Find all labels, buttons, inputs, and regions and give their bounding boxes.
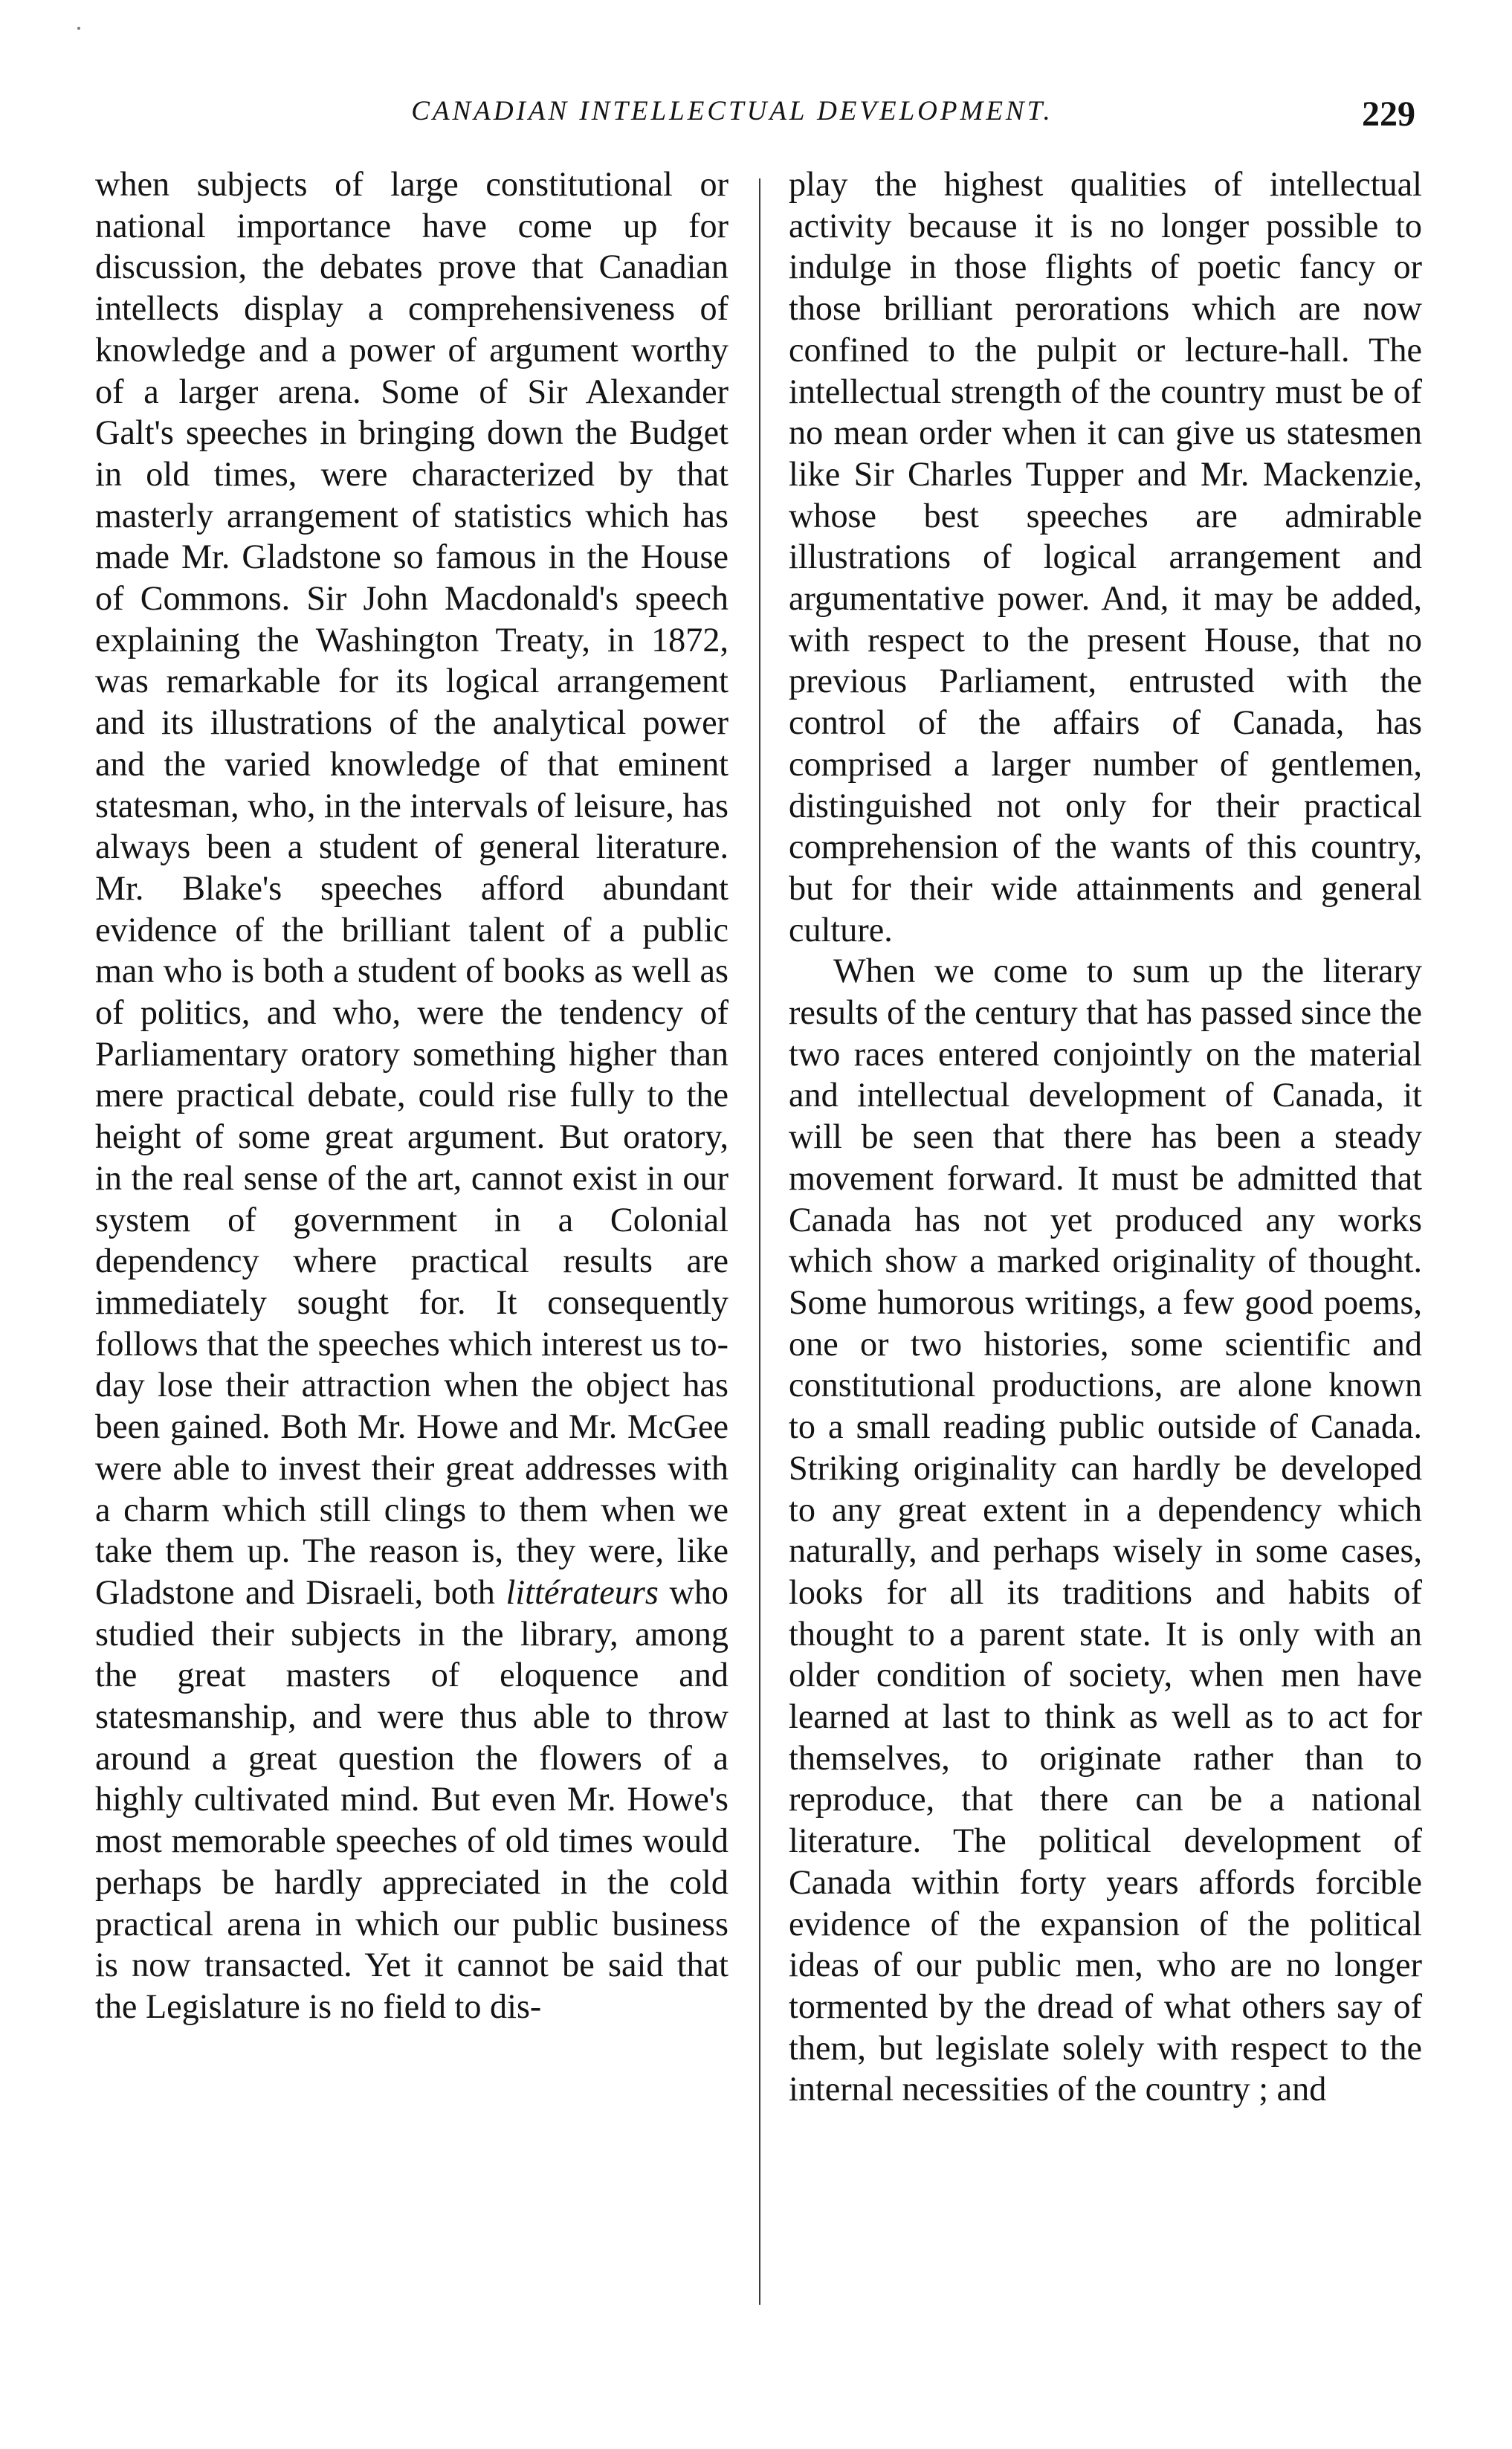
left-paragraph [95, 164, 728, 2027]
italic-term: littérateurs [505, 1572, 659, 1611]
right-column [789, 164, 1422, 2110]
column-rule [759, 178, 760, 2305]
right-paragraph-2: When we come to sum up the literary results of the century that has passed since the two races entered conjointly on the material and intellectual development of Canada, it will be seen that there has been a steady movement forward. It must be admitted that Canada has not yet produced any works which show a marked originality of thought. Some humorous writings, a few good poems, one or two histories, some scientific and constitutional productions, are alone known to a small reading public outside of Canada. Striking originality can hardly be developed to any great extent in a dependency which naturally, and perhaps wisely in some cases, looks for all its traditions and habits of thought to a parent state. It is only with an older condition of society, when men have learned at last to think as well as to act for themselves, to originate rather than to reproduce, that there can be a national literature. The political development of Canada within forty years affords forcible evidence of the expansion of the political ideas of our public men, who are no longer tormented by the dread of what others say of them, but legislate solely with respect to the internal necessities of the country ; and [789, 952, 1422, 2108]
scan-speck [77, 27, 80, 30]
left-paragraph-text: when subjects of large constitutional or national importance have come up for discussion, the debates prove that Canadian intellects display a comprehensiveness of knowledge and a power of argument worthy of a larger arena. Some of Sir Alexander Galt's speeches in bringing down the Budget in old times, were characterized by that masterly arrangement of statistics which has made Mr. Gladstone so famous in the House of Commons. Sir John Macdonald's speech explaining the Washington Treaty, in 1872, was remarkable for its logical arrangement and its illustrations of the analytical power and the varied knowledge of that eminent statesman, who, in the intervals of leisure, has always been a student of general literature. Mr. Blake's speeches afford abundant evidence of the brilliant talent of a public man who is both a student of books as well as of politics, and who, were the tendency of Parliamentary oratory something higher than mere practical debate, could rise fully to the height of some great argument. But oratory, in the real sense of the art, cannot exist in our system of government in a Colonial dependency where practical results are immediately sought for. It consequently follows that the speeches which interest us to-day lose their attraction when the object has been gained. Both Mr. Howe and Mr. McGee were able to invest their great addresses with a charm which still clings to them when we take them up. The reason is, they were, like Gladstone and Disraeli, both [95, 165, 728, 1611]
running-title: CANADIAN INTELLECTUAL DEVELOPMENT. [411, 96, 1053, 126]
right-paragraph-1: play the highest qualities of intellectual activity because it is no longer possible to indulge in those flights of poetic fancy or those brilliant perorations which are now confined to the pulpit or lecture-hall. The intellectual strength of the country must be of no mean order when it can give us statesmen like Sir Charles Tupper and Mr. Mackenzie, whose best speeches are admirable illustrations of logical arrangement and argumentative power. And, it may be added, with respect to the present House, that no previous Parliament, entrusted with the control of the affairs of Canada, has comprised a larger number of gentlemen, distinguished not only for their practical comprehension of the wants of this country, but for their wide attainments and general culture. [789, 165, 1422, 949]
left-paragraph-end: who studied their subjects in the library, among the great masters of eloquence and statesmanship, and were thus able to throw around a great question the flowers of a highly cultivated mind. But even Mr. Howe's most memorable speeches of old times would perhaps be hardly appreciated in the cold practical arena in which our public business is now transacted. Yet it cannot be said that the Legislature is no field to dis- [95, 1572, 729, 2025]
page-number: 229 [1362, 94, 1415, 134]
left-column [95, 164, 728, 2027]
